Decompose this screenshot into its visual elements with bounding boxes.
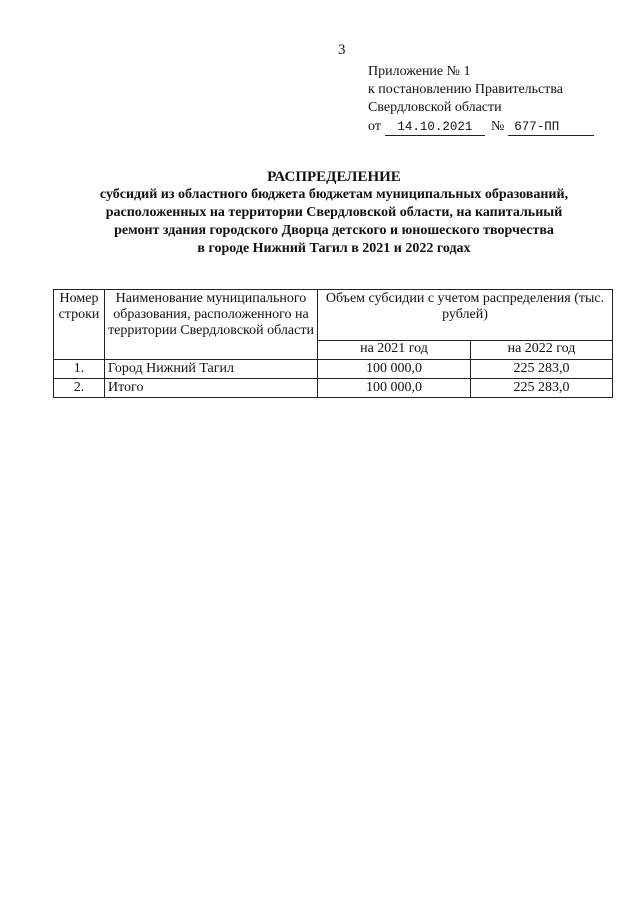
title-line-2: расположенных на территории Свердловской области, на капитальный [105, 205, 563, 220]
appendix-date-line [368, 118, 628, 136]
title-heading: РАСПРЕДЕЛЕНИЕ [267, 169, 401, 185]
header-municipality: Наименование муниципального образования, расположенного на территории Свердловской области [105, 290, 318, 360]
title-line-4: в городе Нижний Тагил в 2021 и 2022 годах [197, 241, 471, 256]
table-row [54, 379, 613, 398]
header-row-number: Номер строки [54, 290, 105, 360]
title-line-3: ремонт здания городского Дворца детского и юношеского творчества [114, 223, 554, 238]
row-value-2021: 100 000,0 [318, 360, 471, 379]
row-number: 2. [54, 379, 105, 398]
header-year-2022: на 2022 год [471, 341, 613, 360]
row-municipality: Город Нижний Тагил [105, 360, 318, 379]
appendix-line-2: к постановлению Правительства [368, 82, 564, 97]
row-value-2021: 100 000,0 [318, 379, 471, 398]
appendix-header [368, 63, 628, 136]
appendix-line-1: Приложение № 1 [368, 64, 471, 79]
page-number: 3 [338, 42, 346, 58]
row-value-2022: 225 283,0 [471, 379, 613, 398]
table-row [54, 360, 613, 379]
row-number: 1. [54, 360, 105, 379]
row-value-2022: 225 283,0 [471, 360, 613, 379]
header-subsidy-volume: Объем субсидии с учетом распределения (тыс. рублей) [318, 290, 613, 341]
resolution-date: 14.10.2021 [385, 120, 485, 136]
header-year-2021: на 2021 год [318, 341, 471, 360]
number-sign: № [490, 119, 505, 134]
appendix-line-3: Свердловской области [368, 100, 502, 115]
date-prefix: от [368, 119, 381, 134]
subsidy-table [53, 289, 613, 398]
title-line-1: субсидий из областного бюджета бюджетам муниципальных образований, [99, 187, 569, 202]
resolution-number: 677-ПП [508, 120, 594, 136]
row-municipality: Итого [105, 379, 318, 398]
document-title [60, 168, 608, 258]
